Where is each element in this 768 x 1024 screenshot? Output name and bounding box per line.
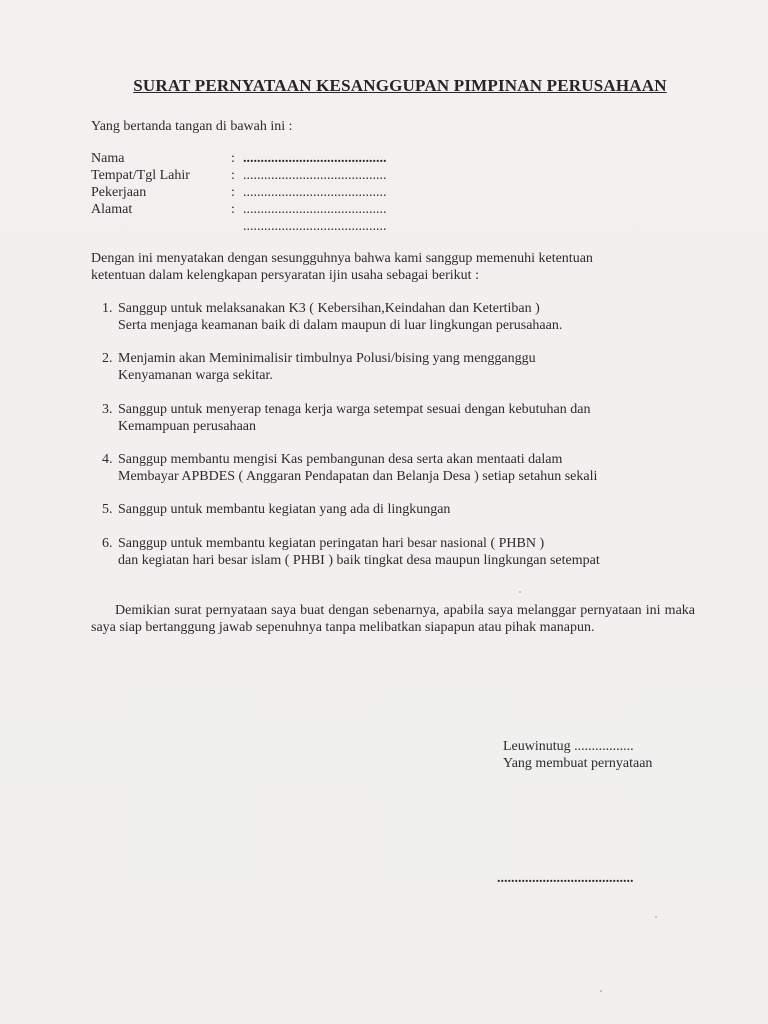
list-item-number: 3. [102, 402, 113, 417]
scan-speck [600, 990, 602, 992]
list-item [102, 350, 536, 384]
list-item-line-2: dan kegiatan hari besar islam ( PHBI ) baik tingkat desa maupun lingkungan setempat [118, 553, 600, 568]
closing-paragraph: Demikian surat pernyataan saya buat dengan sebenarnya, apabila saya melanggar pernyataan ini maka saya siap bertanggung jawab sepenuhnya tanpa melibatkan siapapun atau pihak manapun. [91, 603, 695, 635]
list-item-line-1: Sanggup membantu mengisi Kas pembangunan desa serta akan mentaati dalam [118, 452, 563, 467]
document-title: SURAT PERNYATAAN KESANGGUPAN PIMPINAN PERUSAHAAN [133, 76, 667, 95]
list-item-line-1: Sanggup untuk melaksanakan K3 ( Kebersihan,Keindahan dan Ketertiban ) [118, 301, 540, 316]
list-item [102, 451, 597, 485]
field-label-alamat: Alamat [91, 202, 133, 217]
place-date: Leuwinutug ................. [503, 739, 634, 754]
statement-line-2: ketentuan dalam kelengkapan persyaratan ijin usaha sebagai berikut : [91, 268, 479, 283]
list-item-number: 5. [102, 502, 113, 517]
list-item-number: 2. [102, 351, 113, 366]
field-dots-tempat-tgl-lahir: ......................................... [243, 168, 387, 183]
field-dots-alamat: ......................................... [243, 202, 387, 217]
scan-speck [655, 916, 657, 918]
maker-label: Yang membuat pernyataan [503, 756, 653, 771]
list-item-number: 6. [102, 536, 113, 551]
list-item-number: 1. [102, 301, 113, 316]
statement-line-1: Dengan ini menyatakan dengan sesungguhnya bahwa kami sanggup memenuhi ketentuan [91, 251, 593, 266]
field-colon-alamat: : [231, 202, 235, 217]
scan-speck [519, 591, 521, 593]
list-item-line-1: Sanggup untuk membantu kegiatan yang ada di lingkungan [118, 502, 451, 517]
field-dots-nama: ......................................... [243, 151, 387, 166]
list-item-line-2: Kemampuan perusahaan [118, 419, 256, 434]
field-colon-pekerjaan: : [231, 185, 235, 200]
list-item-line-1: Sanggup untuk menyerap tenaga kerja warga setempat sesuai dengan kebutuhan dan [118, 402, 591, 417]
list-item [102, 300, 562, 334]
field-label-pekerjaan: Pekerjaan [91, 185, 147, 200]
list-item-line-2: Membayar APBDES ( Anggaran Pendapatan dan Belanja Desa ) setiap setahun sekali [118, 469, 598, 484]
list-item [102, 401, 590, 435]
signature-line: ....................................... [497, 871, 634, 886]
field-label-nama: Nama [91, 151, 125, 166]
field-colon-nama: : [231, 151, 235, 166]
field-colon-tempat-tgl-lahir: : [231, 168, 235, 183]
field-dots-alamat-extra: ......................................... [243, 219, 387, 234]
intro-text: Yang bertanda tangan di bawah ini : [91, 119, 293, 134]
list-item [102, 535, 600, 569]
field-label-tempat-tgl-lahir: Tempat/Tgl Lahir [91, 168, 190, 183]
list-item-line-2: Kenyamanan warga sekitar. [118, 368, 273, 383]
list-item-number: 4. [102, 452, 113, 467]
list-item [102, 501, 450, 518]
list-item-line-2: Serta menjaga keamanan baik di dalam maupun di luar lingkungan perusahaan. [118, 318, 563, 333]
list-item-line-1: Menjamin akan Meminimalisir timbulnya Polusi/bising yang mengganggu [118, 351, 536, 366]
list-item-line-1: Sanggup untuk membantu kegiatan peringatan hari besar nasional ( PHBN ) [118, 536, 545, 551]
field-dots-pekerjaan: ......................................... [243, 185, 387, 200]
